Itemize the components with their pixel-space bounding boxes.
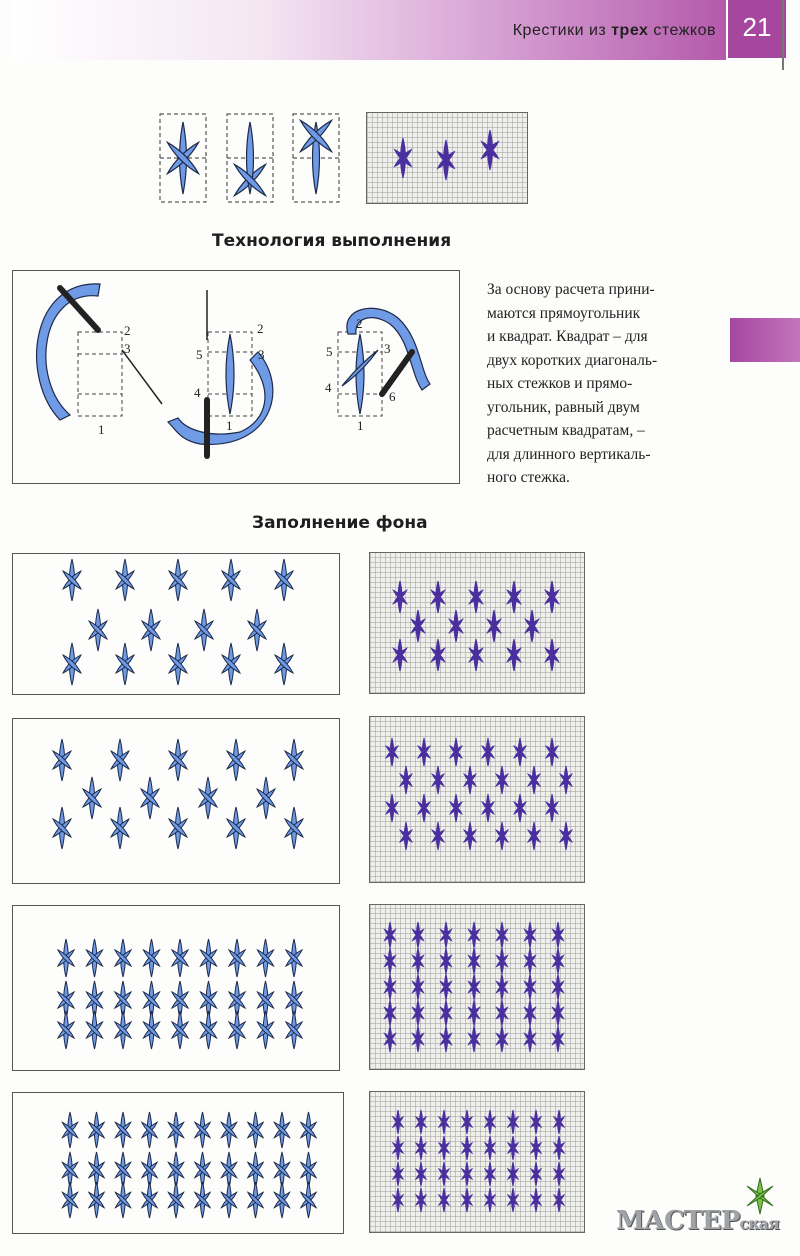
stitch-star [142,1011,161,1049]
stitch-star [415,1162,427,1186]
stitch-star [430,581,446,613]
stitch-star [85,1011,104,1049]
stitch-star [440,1026,453,1052]
label-5: 5 [196,347,203,362]
stitch-star [384,1026,397,1052]
stitch-star [273,1182,291,1218]
stitch-star [384,948,397,974]
stitch-star [412,974,425,1000]
stitch-star [440,1000,453,1026]
stitch-star [57,939,76,977]
stitch-star [530,1136,542,1160]
stitch-star [527,766,541,794]
stitch-star [553,1162,565,1186]
stitch-star [506,639,522,671]
text-line: угольник, равный двум [487,398,640,416]
stitch-star [468,974,481,1000]
stitch-star [256,777,277,819]
label-2: 2 [356,316,363,331]
stitch-star [110,807,131,849]
stitch-star [199,939,218,977]
stitch-star [167,1112,185,1148]
stitch-star [438,1188,450,1212]
text-line: ных стежков и прямо- [487,375,633,392]
technique-heading: Технология выполнения [212,231,452,251]
stitch-star [247,1112,265,1148]
stitch-star [496,1026,509,1052]
stitch-star [486,610,502,642]
stitch-star [524,1000,537,1026]
stitch-star [440,974,453,1000]
stitch-star [417,738,431,766]
stitch-star [392,1162,404,1186]
stitch-star [300,1112,318,1148]
stitch-star [114,1011,133,1049]
stitch-star [415,1136,427,1160]
stitch-star [495,822,509,850]
stitch-star [417,794,431,822]
stitch-star [168,807,189,849]
stitch-star [85,939,104,977]
stitch-star [484,1162,496,1186]
label-3: 3 [258,347,265,362]
stitch-star [415,1188,427,1212]
stitch-star [431,822,445,850]
stitch-star [399,822,413,850]
stitch-star [544,581,560,613]
stitch-star [438,1162,450,1186]
stitch-star [220,1112,238,1148]
stitch-star [226,807,247,849]
stitch-star [468,922,481,948]
stitch-star [140,777,161,819]
stitch-star [198,777,219,819]
stitch-star [468,948,481,974]
stitch-star [495,766,509,794]
stitch-star [228,1011,247,1049]
stitch-star [274,559,295,601]
stitch-star [461,1110,473,1134]
stitch-star [506,581,522,613]
stitch-star [468,1000,481,1026]
stitch-star [468,639,484,671]
stitch-star [449,794,463,822]
stitch-star [438,1136,450,1160]
stitch-star [481,738,495,766]
stitch-star [524,974,537,1000]
label-4: 4 [194,385,201,400]
stitch-star [114,1112,132,1148]
stitch-star [507,1188,519,1212]
stitch-star [552,974,565,1000]
stitch-star [221,559,242,601]
stitch-star [393,138,413,178]
stitch-star [385,738,399,766]
stitch-star [110,739,131,781]
stitch-star [199,1011,218,1049]
stitch-star [436,140,456,180]
stitch-star [513,738,527,766]
stitch-star [553,1188,565,1212]
stitch-star [114,1182,132,1218]
stitch-star [61,1182,79,1218]
label-1: 1 [357,418,364,433]
stitch-star [228,939,247,977]
stitch-star [168,739,189,781]
stitch-star [507,1136,519,1160]
stitch-star [545,738,559,766]
stitch-star [220,1182,238,1218]
stitch-star [274,643,295,685]
stitch-star [552,922,565,948]
stitch-star [194,609,215,651]
stitch-star [114,939,133,977]
stitch-star [496,974,509,1000]
stitch-star [559,822,573,850]
stitch-star [552,1000,565,1026]
stitch-star [194,1182,212,1218]
stitch-star [88,609,109,651]
stitch-star [171,939,190,977]
stitch-star [115,559,136,601]
stitch-star [226,739,247,781]
stitch-star [449,738,463,766]
label-1: 1 [226,418,233,433]
stitch-star [284,739,305,781]
stitch-star [57,1011,76,1049]
stitch-star [392,1136,404,1160]
stitch-star [412,1026,425,1052]
stitch-star [141,1112,159,1148]
stitch-star [142,939,161,977]
label-2: 2 [257,321,264,336]
stitch-star [544,639,560,671]
stitch-star [496,948,509,974]
stitch-star [438,1110,450,1134]
label-2: 2 [124,323,131,338]
stitch-star [412,922,425,948]
stitch-star [527,822,541,850]
stitch-star [431,766,445,794]
stitch-star [194,1112,212,1148]
stitch-star [480,130,500,170]
stitch-star [221,643,242,685]
text-line: для длинного вертикаль- [487,445,651,463]
stitch-star [461,1162,473,1186]
watermark-logo: МАСТЕРская [616,1206,779,1236]
stitch-star [392,1188,404,1212]
stitch-star [284,807,305,849]
stitch-star [62,643,83,685]
stitch-star [384,1000,397,1026]
stitch-star [256,1011,275,1049]
text-line: двух коротких диагональ- [487,351,658,369]
stitch-star [141,1182,159,1218]
stitch-star [256,939,275,977]
stitch-star [484,1110,496,1134]
stitch-star [273,1112,291,1148]
stitch-star [52,739,73,781]
stitch-star [484,1188,496,1212]
stitch-star [392,639,408,671]
stitch-star [285,939,304,977]
stitch-star [171,1011,190,1049]
stitch-star [553,1136,565,1160]
stitch-star [524,948,537,974]
stitch-star [468,1026,481,1052]
stitch-star [448,610,464,642]
label-3: 3 [384,341,391,356]
stitch-star [507,1110,519,1134]
stitch-star [392,581,408,613]
stitch-star [88,1182,106,1218]
stitch-star [524,1026,537,1052]
label-4: 4 [325,380,332,395]
stitch-star [415,1110,427,1134]
stitch-star [524,610,540,642]
stitch-star [513,794,527,822]
text-line: ного стежка. [487,469,570,486]
fill-heading: Заполнение фона [252,513,428,533]
stitch-star [88,1112,106,1148]
stitch-star [168,559,189,601]
label-1: 1 [98,422,105,437]
stitch-star [430,639,446,671]
stitch-star [285,1011,304,1049]
stitch-star [496,1000,509,1026]
stitch-star [463,822,477,850]
stitch-star [141,609,162,651]
stitch-star [61,1112,79,1148]
stitch-star [247,609,268,651]
stitch-star [545,794,559,822]
stitch-star [412,948,425,974]
stitch-star [410,610,426,642]
stitch-star [412,1000,425,1026]
label-3: 3 [124,341,131,356]
stitch-star [461,1188,473,1212]
stitch-star [115,643,136,685]
stitch-star [530,1110,542,1134]
stitch-star [463,766,477,794]
stitch-star [559,766,573,794]
page-number: 21 [742,12,772,42]
stitch-star [440,922,453,948]
text-line: расчетным квадратам, – [487,422,645,439]
stitch-star [392,1110,404,1134]
stitch-star [385,794,399,822]
stitch-star [496,922,509,948]
label-6: 6 [389,389,396,404]
stitch-star [167,1182,185,1218]
stitch-star [300,1182,318,1218]
stitch-star [399,766,413,794]
text-line: маются прямоугольник [487,304,641,322]
stitch-star [507,1162,519,1186]
stitch-star [484,1136,496,1160]
stitch-star [552,1026,565,1052]
stitch-star [384,922,397,948]
stitch-star [552,948,565,974]
stitch-star [52,807,73,849]
stitch-star [553,1110,565,1134]
stitch-star [62,559,83,601]
chapter-title: Крестики из трех стежков [512,22,716,39]
label-5: 5 [326,344,333,359]
stitch-star [524,922,537,948]
stitch-star [468,581,484,613]
stitch-star [461,1136,473,1160]
stitch-star [481,794,495,822]
text-line: За основу расчета прини- [487,281,655,298]
stitch-star [530,1188,542,1212]
text-line: и квадрат. Квадрат – для [487,328,648,345]
stitch-star [168,643,189,685]
stitch-star [530,1162,542,1186]
stitch-star [384,974,397,1000]
stitch-star [82,777,103,819]
stitch-star [440,948,453,974]
stitch-star [247,1182,265,1218]
